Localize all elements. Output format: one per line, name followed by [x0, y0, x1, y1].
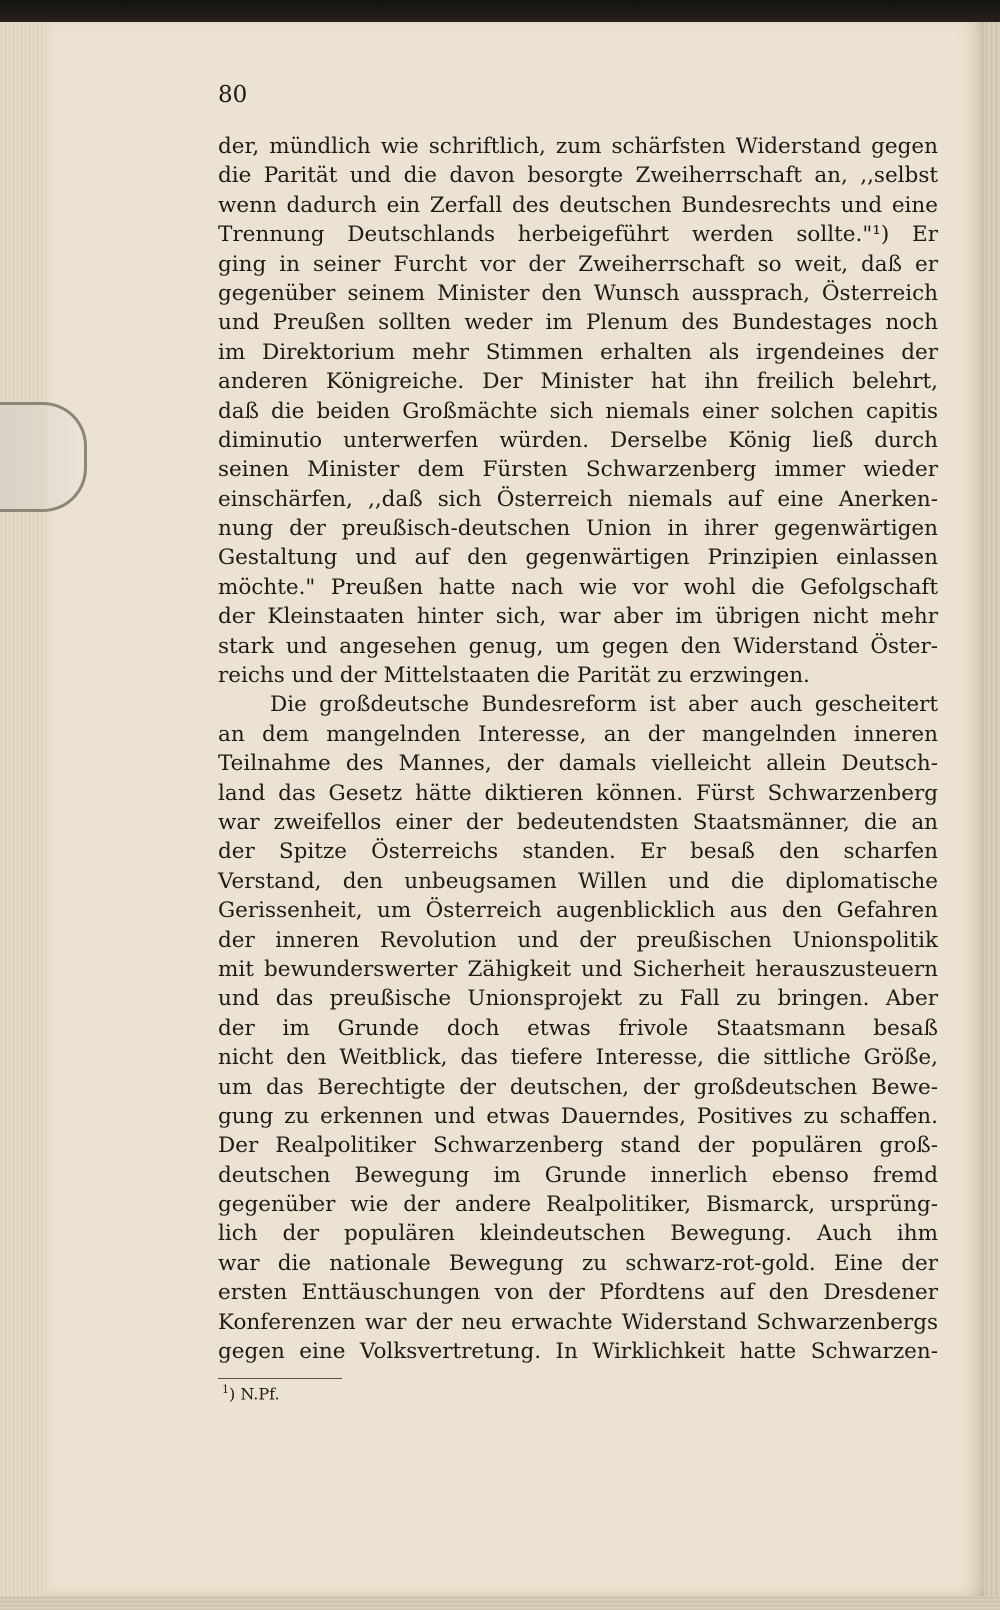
text-line: Teilnahme des Mannes, der damals vielleicht allein Deutsch- — [218, 751, 938, 777]
footnote-text: ) N.Pf. — [229, 1384, 280, 1404]
footnote — [222, 1383, 280, 1403]
text-line: lich der populären kleindeutschen Bewegung. Auch ihm — [218, 1221, 938, 1247]
text-line: ersten Enttäuschungen von der Pfordtens auf den Dresdener — [218, 1280, 938, 1306]
text-line: im Direktorium mehr Stimmen erhalten als irgendeines der — [218, 339, 938, 365]
text-line: an dem mangelnden Interesse, an der mangelnden inneren — [218, 721, 938, 747]
bottom-page-edges — [0, 1596, 1000, 1610]
text-line: Gestaltung und auf den gegenwärtigen Prinzipien einlassen — [218, 545, 938, 571]
text-line: ging in seiner Furcht vor der Zweiherrschaft so weit, daß er — [218, 251, 938, 277]
text-line: Konferenzen war der neu erwachte Widerstand Schwarzenbergs — [218, 1309, 938, 1335]
text-line: deutschen Bewegung im Grunde innerlich ebenso fremd — [218, 1162, 938, 1188]
text-line: und das preußische Unionsprojekt zu Fall zu bringen. Aber — [218, 986, 938, 1012]
text-line: um das Berechtigte der deutschen, der großdeutschen Bewe- — [218, 1074, 938, 1100]
text-line: der Kleinstaaten hinter sich, war aber im übrigen nicht mehr — [218, 604, 938, 630]
text-line: diminutio unterwerfen würden. Derselbe König ließ durch — [218, 427, 938, 453]
left-page-edges — [0, 22, 51, 1602]
text-line: gegen eine Volksvertretung. In Wirklichkeit hatte Schwarzen- — [218, 1339, 938, 1365]
bookmark-clip — [0, 402, 87, 512]
text-line: land das Gesetz hätte diktieren können. Fürst Schwarzenberg — [218, 780, 938, 806]
text-line: daß die beiden Großmächte sich niemals einer solchen capitis — [218, 398, 938, 424]
right-page-edges — [984, 22, 1000, 1610]
text-line: stark und angesehen genug, um gegen den Widerstand Öster- — [218, 633, 938, 659]
text-line: Gerissenheit, um Österreich augenblicklich aus den Gefahren — [218, 898, 938, 924]
text-line: Trennung Deutschlands herbeigeführt werden sollte."¹) Er — [218, 222, 938, 248]
text-line: der inneren Revolution und der preußischen Unionspolitik — [218, 927, 938, 953]
text-line: Der Realpolitiker Schwarzenberg stand der populären groß- — [218, 1133, 938, 1159]
text-line: reichs und der Mittelstaaten die Parität zu erzwingen. — [218, 663, 810, 689]
text-line: nicht den Weitblick, das tiefere Interesse, die sittliche Größe, — [218, 1045, 938, 1071]
text-line: möchte." Preußen hatte nach wie vor wohl die Gefolgschaft — [218, 574, 938, 600]
text-line: die Parität und die davon besorgte Zweiherrschaft an, ,,selbst — [218, 163, 938, 189]
text-line: anderen Königreiche. Der Minister hat ihn freilich belehrt, — [218, 369, 938, 395]
text-line: der, mündlich wie schriftlich, zum schärfsten Widerstand gegen — [218, 134, 938, 159]
text-line: gegenüber wie der andere Realpolitiker, Bismarck, ursprüng- — [218, 1192, 938, 1218]
text-line: der Spitze Österreichs standen. Er besaß den scharfen — [218, 839, 938, 865]
text-line: mit bewunderswerter Zähigkeit und Sicherheit herauszusteuern — [218, 956, 938, 982]
footnote-divider — [218, 1378, 342, 1379]
footnote-marker: 1 — [222, 1383, 229, 1396]
text-line: Verstand, den unbeugsamen Willen und die diplomatische — [218, 868, 938, 894]
text-line: der im Grunde doch etwas frivole Staatsmann besaß — [218, 1015, 938, 1041]
text-line: wenn dadurch ein Zerfall des deutschen Bundesrechts und eine — [218, 192, 938, 218]
text-line: gegenüber seinem Minister den Wunsch aussprach, Österreich — [218, 280, 938, 306]
text-line: nung der preußisch-deutschen Union in ihrer gegenwärtigen — [218, 516, 938, 542]
text-line: war die nationale Bewegung zu schwarz-rot-gold. Eine der — [218, 1250, 938, 1276]
text-line: gung zu erkennen und etwas Dauerndes, Positives zu schaffen. — [218, 1103, 938, 1129]
text-line: einschärfen, ,,daß sich Österreich niemals auf eine Anerken- — [218, 486, 938, 512]
page-number: 80 — [218, 82, 248, 108]
text-line: und Preußen sollten weder im Plenum des Bundestages noch — [218, 310, 938, 336]
paragraph-start-line: Die großdeutsche Bundesreform ist aber auch gescheitert — [270, 692, 938, 718]
text-line: war zweifellos einer der bedeutendsten Staatsmänner, die an — [218, 809, 938, 835]
text-line: seinen Minister dem Fürsten Schwarzenberg immer wieder — [218, 457, 938, 483]
body-text — [218, 132, 938, 1366]
